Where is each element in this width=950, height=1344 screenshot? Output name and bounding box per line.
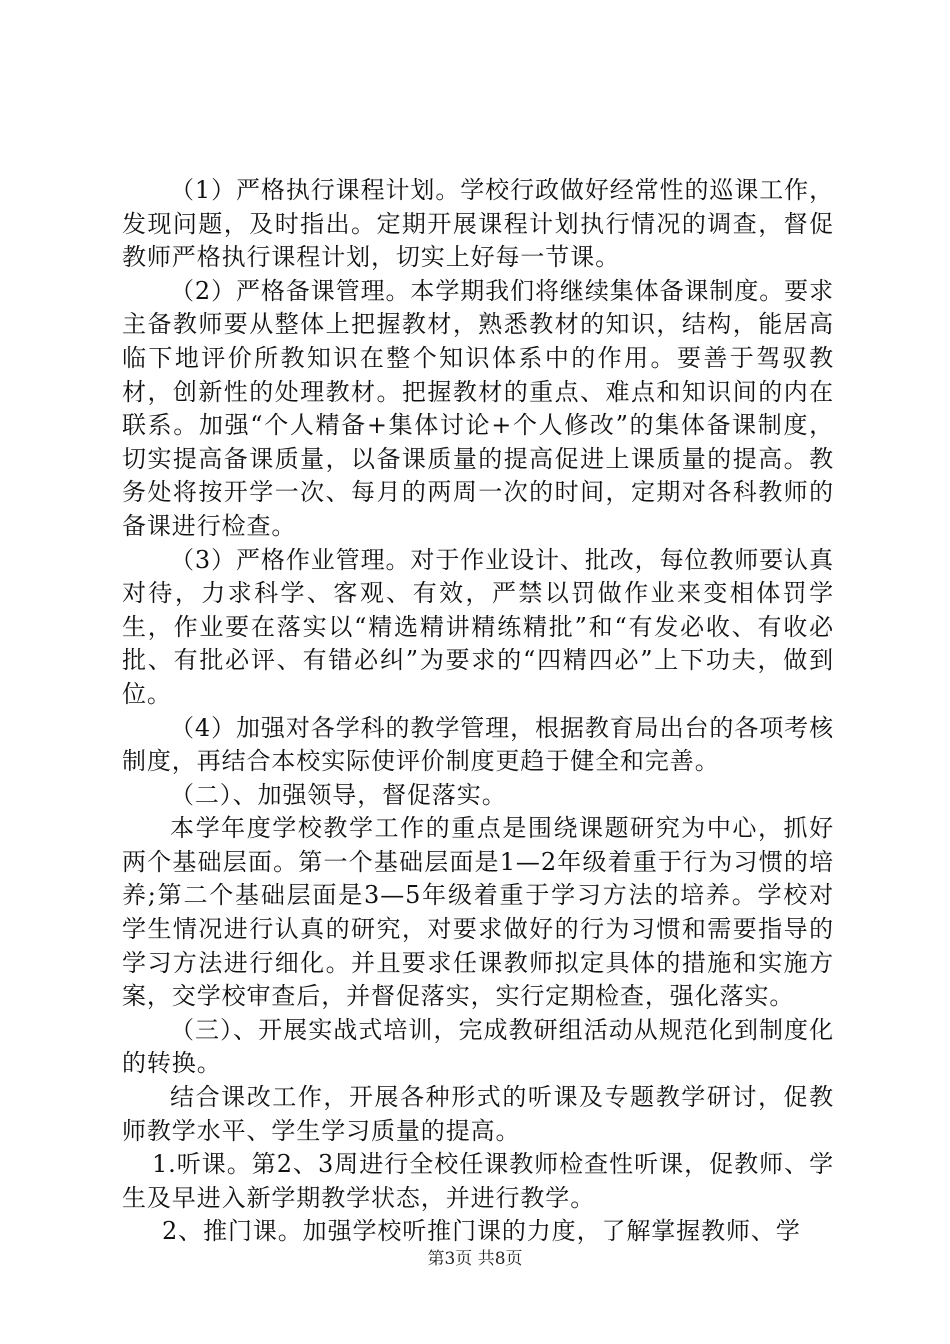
paragraph-curriculum-reform: 结合课改工作，开展各种形式的听课及专题教学研讨，促教师教学水平、学生学习质量的提高。 xyxy=(122,1083,834,1145)
paragraph-lesson-prep: （2）严格备课管理。本学期我们将继续集体备课制度。要求主备教师要从整体上把握教材，熟悉教材的知识，结构，能居高临下地评价所教知识在整个知识体系中的作用。要善于驾驭教材，创新性的处理教材。把握教材的重点、难点和知识间的内在联系。加强“个人精备+集体讨论+个人修改”的集体备课制度，切实提高备课质量，以备课质量的提高促进上课质量的提高。教务处将按开学一次、每月的两周一次的时间，定期对各科教师的备课进行检查。 xyxy=(122,276,834,540)
section-heading-training: （三）、开展实战式培训，完成教研组活动从规范化到制度化的转换。 xyxy=(122,1015,834,1078)
paragraph-course-plan: （1）严格执行课程计划。学校行政做好经常性的巡课工作，发现问题，及时指出。定期开展课程计划执行情况的调查，督促教师严格执行课程计划，切实上好每一节课。 xyxy=(122,176,834,272)
page-footer: 第3页 共8页 xyxy=(427,1249,523,1269)
paragraph-subject-management: （4）加强对各学科的教学管理，根据教育局出台的各项考核制度，再结合本校实际使评价制度更趋于健全和完善。 xyxy=(122,713,834,776)
section-heading-leadership: （二）、加强领导，督促落实。 xyxy=(170,780,507,809)
document-body xyxy=(122,174,834,1249)
paragraph-drop-in-class: 2、推门课。加强学校听推门课的力度，了解掌握教师、学 xyxy=(162,1217,801,1246)
paragraph-foundation-levels: 本学年度学校教学工作的重点是围绕课题研究为中心，抓好两个基础层面。第一个基础层面是1—2年级着重于行为习惯的培养;第二个基础层面是3—5年级着重于学习方法的培养。学校对学生情况进行认真的研究，对要求做好的行为习惯和需要指导的学习方法进行细化。并且要求任课教师拟定具体的措施和实施方案，交学校审查后，并督促落实，实行定期检查，强化落实。 xyxy=(122,814,834,1011)
paragraph-homework: （3）严格作业管理。对于作业设计、批改，每位教师要认真对待，力求科学、客观、有效，严禁以罚做作业来变相体罚学生，作业要在落实以“精选精讲精练精批”和“有发必收、有收必批、有批必评、有错必纠”为要求的“四精四必”上下功夫，做到位。 xyxy=(122,545,834,708)
paragraph-lesson-observation: 1.听课。第2、3周进行全校任课教师检查性听课，促教师、学生及早进入新学期教学状态，并进行教学。 xyxy=(122,1150,834,1212)
